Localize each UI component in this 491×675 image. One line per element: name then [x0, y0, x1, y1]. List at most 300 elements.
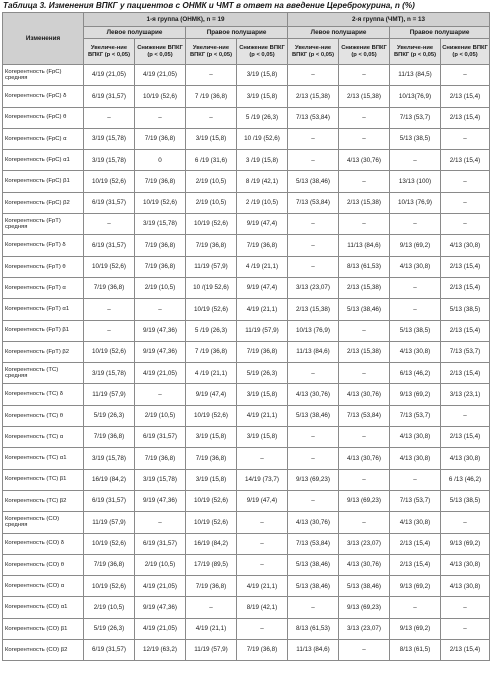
- table-row: [3, 235, 490, 256]
- table-cell: 13/13 (100): [390, 171, 441, 192]
- header-group2: 2-я группа (ЧМТ), n = 13: [288, 13, 490, 27]
- table-cell: –: [288, 363, 339, 384]
- row-label: Когерентность (FpC) δ: [3, 86, 84, 107]
- table-cell: 2/13 (15,4): [441, 427, 490, 448]
- row-label: Когерентность (FpC) средняя: [3, 65, 84, 86]
- table-row: [3, 277, 490, 298]
- header-g1-left-hemisphere: Левое полушарие: [84, 27, 186, 39]
- table-cell: 4/13 (30,76): [288, 384, 339, 405]
- table-cell: 9/13 (69,23): [339, 597, 390, 618]
- table-cell: 11/19 (57,9): [186, 640, 237, 661]
- table-cell: 7/19 (36,8): [135, 235, 186, 256]
- table-cell: 9/19 (47,36): [135, 341, 186, 362]
- header-decrease: Снижение ВПКГ (p < 0,05): [237, 39, 288, 65]
- table-cell: 4/19 (21,1): [237, 576, 288, 597]
- header-g2-right-hemisphere: Правое полушарие: [390, 27, 490, 39]
- table-cell: –: [339, 363, 390, 384]
- table-cell: 3/19 (15,78): [135, 469, 186, 490]
- table-cell: 2/13 (15,38): [339, 277, 390, 298]
- table-cell: 6/19 (31,57): [84, 235, 135, 256]
- table-cell: 7/19 (36,8): [237, 235, 288, 256]
- table-cell: –: [441, 597, 490, 618]
- row-label: Когерентность (CO) β1: [3, 618, 84, 639]
- table-cell: 9/19 (47,4): [186, 384, 237, 405]
- table-cell: –: [339, 640, 390, 661]
- table-cell: 10/13 (76,9): [288, 320, 339, 341]
- row-label: Когерентность (CO) θ: [3, 554, 84, 575]
- table-cell: –: [288, 597, 339, 618]
- table-cell: –: [237, 448, 288, 469]
- row-label: Когерентность (FpT) α: [3, 277, 84, 298]
- table-row: [3, 107, 490, 128]
- table-cell: 11/13 (84,6): [339, 235, 390, 256]
- row-label: Когерентность (CO) δ: [3, 533, 84, 554]
- table-cell: 7/13 (53,84): [288, 192, 339, 213]
- header-changes: Изменения: [3, 13, 84, 65]
- table-cell: –: [237, 618, 288, 639]
- table-cell: 7 /19 (36,8): [186, 341, 237, 362]
- table-cell: –: [441, 214, 490, 235]
- table-cell: –: [339, 214, 390, 235]
- table-cell: 7/19 (36,8): [135, 256, 186, 277]
- table-cell: 9/19 (47,36): [135, 490, 186, 511]
- table-cell: –: [288, 256, 339, 277]
- table-row: [3, 171, 490, 192]
- table-cell: 6/19 (31,57): [135, 533, 186, 554]
- results-table: [2, 12, 490, 661]
- table-cell: 3/19 (15,8): [237, 86, 288, 107]
- table-row: [3, 256, 490, 277]
- table-row: [3, 554, 490, 575]
- table-cell: 3/19 (15,78): [84, 448, 135, 469]
- table-cell: 3/19 (15,78): [135, 214, 186, 235]
- table-cell: 2/13 (15,4): [390, 554, 441, 575]
- header-decrease: Снижение ВПКГ (p < 0,05): [441, 39, 490, 65]
- table-cell: 2/13 (15,4): [441, 363, 490, 384]
- table-cell: 5/13 (38,46): [339, 299, 390, 320]
- table-cell: 10 /(19 52,6): [186, 277, 237, 298]
- table-cell: 4/13 (30,8): [441, 576, 490, 597]
- table-cell: 7/13 (53,84): [339, 405, 390, 426]
- table-cell: 5 /19 (26,3): [186, 320, 237, 341]
- table-cell: 0: [135, 150, 186, 171]
- table-cell: 8/19 (42,1): [237, 597, 288, 618]
- row-label: Когерентность (FpC) α1: [3, 150, 84, 171]
- table-cell: 11/19 (57,9): [84, 384, 135, 405]
- header-decrease: Снижение ВПКГ (p < 0,05): [135, 39, 186, 65]
- header-increase: Увеличе-ние ВПКГ (p < 0,05): [186, 39, 237, 65]
- table-row: [3, 469, 490, 490]
- table-cell: –: [390, 150, 441, 171]
- row-label: Когерентность (FpT) β1: [3, 320, 84, 341]
- table-cell: 7/19 (36,8): [237, 341, 288, 362]
- table-cell: –: [288, 427, 339, 448]
- table-row: [3, 640, 490, 661]
- table-cell: 5/19 (26,3): [84, 618, 135, 639]
- table-cell: 2/13 (15,4): [441, 107, 490, 128]
- row-label: Когерентность (TC) δ: [3, 384, 84, 405]
- table-cell: 5/13 (38,46): [288, 405, 339, 426]
- table-cell: 4/13 (30,8): [390, 512, 441, 533]
- table-row: [3, 65, 490, 86]
- table-cell: 11/19 (57,9): [186, 256, 237, 277]
- table-row: [3, 448, 490, 469]
- table-row: [3, 128, 490, 149]
- table-cell: 7/13 (53,84): [288, 107, 339, 128]
- table-cell: 10/19 (52,6): [84, 171, 135, 192]
- table-cell: 3/19 (15,78): [84, 150, 135, 171]
- table-cell: 12/19 (63,2): [135, 640, 186, 661]
- header-g1-right-hemisphere: Правое полушарие: [186, 27, 288, 39]
- table-cell: 7/19 (36,8): [84, 277, 135, 298]
- row-label: Когерентность (FpT) θ: [3, 256, 84, 277]
- table-cell: 11/19 (57,9): [237, 320, 288, 341]
- table-cell: 5/13 (38,46): [288, 554, 339, 575]
- header-decrease: Снижение ВПКГ (p < 0,05): [339, 39, 390, 65]
- table-cell: 5/19 (26,3): [237, 363, 288, 384]
- table-cell: –: [441, 128, 490, 149]
- table-cell: 5/13 (38,5): [390, 320, 441, 341]
- table-cell: –: [288, 150, 339, 171]
- row-label: Когерентность (TC) средняя: [3, 363, 84, 384]
- row-label: Когерентность (TC) β2: [3, 490, 84, 511]
- table-cell: 10/19 (52,6): [186, 214, 237, 235]
- table-cell: 4/19 (21,1): [237, 405, 288, 426]
- row-label: Когерентность (FpC) θ: [3, 107, 84, 128]
- table-cell: 7/19 (36,8): [186, 576, 237, 597]
- table-cell: 4/19 (21,05): [135, 65, 186, 86]
- table-cell: –: [135, 512, 186, 533]
- table-cell: 7/13 (53,7): [441, 341, 490, 362]
- table-cell: 2/19 (10,5): [135, 277, 186, 298]
- table-cell: –: [135, 107, 186, 128]
- table-cell: –: [390, 214, 441, 235]
- table-cell: 9/13 (69,2): [390, 384, 441, 405]
- table-cell: 2/19 (10,5): [186, 192, 237, 213]
- table-cell: 10 /19 (52,6): [237, 128, 288, 149]
- table-cell: –: [288, 65, 339, 86]
- table-cell: 7/13 (53,7): [390, 405, 441, 426]
- table-cell: 7/13 (53,84): [288, 533, 339, 554]
- header-increase: Увеличе-ние ВПКГ (p < 0,05): [288, 39, 339, 65]
- table-cell: 10/13(76,9): [390, 86, 441, 107]
- table-cell: 6/19 (31,57): [84, 640, 135, 661]
- table-cell: 3 /19 (15,8): [237, 150, 288, 171]
- table-cell: 7/19 (36,8): [135, 171, 186, 192]
- table-cell: 2/13 (15,4): [441, 150, 490, 171]
- table-cell: –: [84, 299, 135, 320]
- table-cell: 3/13 (23,07): [339, 618, 390, 639]
- table-cell: 9/19 (47,4): [237, 214, 288, 235]
- document: [2, 0, 489, 661]
- table-row: [3, 299, 490, 320]
- table-cell: 10/19 (52,6): [84, 256, 135, 277]
- table-cell: –: [339, 171, 390, 192]
- table-cell: 2/13 (15,38): [339, 86, 390, 107]
- table-cell: 7/19 (36,8): [135, 448, 186, 469]
- table-cell: 3/19 (15,8): [186, 469, 237, 490]
- table-cell: –: [441, 512, 490, 533]
- table-cell: 4/13 (30,76): [339, 150, 390, 171]
- table-cell: 2/19 (10,5): [186, 171, 237, 192]
- table-cell: 6/19 (31,57): [84, 192, 135, 213]
- table-cell: 5/13 (38,46): [288, 576, 339, 597]
- table-cell: 4/13 (30,8): [441, 448, 490, 469]
- table-cell: 2/13 (15,38): [288, 299, 339, 320]
- table-cell: 2/19 (10,5): [84, 597, 135, 618]
- table-cell: 3/19 (15,8): [237, 384, 288, 405]
- table-cell: 7/19 (36,8): [186, 235, 237, 256]
- table-cell: –: [390, 277, 441, 298]
- table-cell: 10/19 (52,6): [186, 490, 237, 511]
- table-header: [3, 13, 490, 65]
- table-row: [3, 86, 490, 107]
- table-cell: 2/13 (15,38): [288, 86, 339, 107]
- table-row: [3, 597, 490, 618]
- table-cell: –: [84, 107, 135, 128]
- table-cell: –: [135, 299, 186, 320]
- table-cell: 3/13 (23,07): [339, 533, 390, 554]
- table-cell: –: [84, 320, 135, 341]
- table-cell: 7/19 (36,8): [186, 448, 237, 469]
- table-cell: 5/13 (38,5): [441, 490, 490, 511]
- table-cell: 9/13 (69,2): [390, 576, 441, 597]
- table-cell: 5/13 (38,46): [288, 171, 339, 192]
- table-cell: 9/19 (47,4): [237, 277, 288, 298]
- table-cell: 7/13 (53,7): [390, 107, 441, 128]
- row-label: Когерентность (FpT) средняя: [3, 214, 84, 235]
- table-cell: –: [390, 597, 441, 618]
- table-cell: 4/19 (21,1): [237, 299, 288, 320]
- table-cell: –: [339, 320, 390, 341]
- row-label: Когерентность (CO) α1: [3, 597, 84, 618]
- table-cell: 4/19 (21,05): [135, 576, 186, 597]
- table-cell: 7/19 (36,8): [237, 640, 288, 661]
- table-cell: 11/13 (84,6): [288, 640, 339, 661]
- table-cell: 4/13 (30,8): [441, 235, 490, 256]
- table-row: [3, 576, 490, 597]
- table-cell: –: [339, 469, 390, 490]
- table-cell: 2/13 (15,4): [441, 640, 490, 661]
- table-cell: 16/19 (84,2): [186, 533, 237, 554]
- table-cell: –: [441, 192, 490, 213]
- table-cell: 4/13 (30,76): [288, 512, 339, 533]
- table-cell: –: [288, 214, 339, 235]
- table-cell: 3/19 (15,8): [186, 128, 237, 149]
- table-cell: 4/13 (30,8): [390, 427, 441, 448]
- table-cell: 8/13 (61,53): [339, 256, 390, 277]
- table-cell: 9/13 (69,23): [339, 490, 390, 511]
- table-cell: –: [339, 65, 390, 86]
- table-cell: 2/13 (15,4): [441, 320, 490, 341]
- table-cell: –: [339, 512, 390, 533]
- table-cell: 7/19 (36,8): [84, 427, 135, 448]
- table-cell: 2/13 (15,4): [441, 86, 490, 107]
- table-row: [3, 533, 490, 554]
- table-cell: 2/13 (15,38): [339, 192, 390, 213]
- table-cell: –: [237, 554, 288, 575]
- table-row: [3, 363, 490, 384]
- table-cell: 10/19 (52,6): [135, 86, 186, 107]
- table-cell: 4 /19 (21,1): [237, 256, 288, 277]
- table-cell: –: [288, 235, 339, 256]
- table-row: [3, 341, 490, 362]
- table-cell: –: [186, 597, 237, 618]
- table-cell: 2/13 (15,4): [441, 256, 490, 277]
- table-row: [3, 405, 490, 426]
- table-cell: 5/13 (38,5): [441, 299, 490, 320]
- table-cell: –: [288, 128, 339, 149]
- table-cell: 4/13 (30,8): [390, 448, 441, 469]
- table-cell: 10/19 (52,6): [84, 341, 135, 362]
- table-row: [3, 490, 490, 511]
- table-cell: 8 /19 (42,1): [237, 171, 288, 192]
- table-cell: –: [237, 533, 288, 554]
- table-cell: 6/19 (31,57): [84, 490, 135, 511]
- table-cell: 4/19 (21,05): [84, 65, 135, 86]
- table-cell: 2 /19 (10,5): [237, 192, 288, 213]
- row-label: Когерентность (FpT) δ: [3, 235, 84, 256]
- table-cell: 10/19 (52,6): [186, 405, 237, 426]
- table-cell: –: [237, 512, 288, 533]
- table-row: [3, 214, 490, 235]
- row-label: Когерентность (TC) α1: [3, 448, 84, 469]
- table-row: [3, 427, 490, 448]
- table-cell: 3/19 (15,8): [237, 427, 288, 448]
- table-cell: 4/13 (30,8): [390, 256, 441, 277]
- table-cell: 10/13 (76,9): [390, 192, 441, 213]
- table-cell: 8/13 (61,5): [390, 640, 441, 661]
- table-cell: 9/13 (69,2): [390, 235, 441, 256]
- table-cell: 2/13 (15,4): [441, 277, 490, 298]
- table-cell: 4/13 (30,76): [339, 554, 390, 575]
- table-cell: 4/19 (21,1): [186, 618, 237, 639]
- table-cell: 9/19 (47,4): [237, 490, 288, 511]
- table-cell: –: [441, 171, 490, 192]
- header-group1: 1-я группа (ОНМК), n = 19: [84, 13, 288, 27]
- table-row: [3, 192, 490, 213]
- row-label: Когерентность (FpC) β2: [3, 192, 84, 213]
- table-cell: 2/19 (10,5): [135, 405, 186, 426]
- table-cell: –: [339, 107, 390, 128]
- row-label: Когерентность (CO) β2: [3, 640, 84, 661]
- table-cell: –: [288, 490, 339, 511]
- row-label: Когерентность (CO) средняя: [3, 512, 84, 533]
- header-g2-left-hemisphere: Левое полушарие: [288, 27, 390, 39]
- table-cell: 9/19 (47,36): [135, 597, 186, 618]
- table-cell: –: [288, 448, 339, 469]
- header-increase: Увеличе-ние ВПКГ (p < 0,05): [84, 39, 135, 65]
- table-cell: 3/19 (15,78): [84, 363, 135, 384]
- table-cell: –: [186, 65, 237, 86]
- table-cell: 6/13 (46,2): [390, 363, 441, 384]
- table-cell: 5/19 (26,3): [84, 405, 135, 426]
- table-cell: 4/13 (30,8): [441, 554, 490, 575]
- table-cell: 10/19 (52,6): [186, 299, 237, 320]
- table-cell: 3/13 (23,1): [441, 384, 490, 405]
- table-cell: 5/13 (38,5): [390, 128, 441, 149]
- table-cell: 4/19 (21,05): [135, 618, 186, 639]
- row-label: Когерентность (FpT) α1: [3, 299, 84, 320]
- table-cell: 2/19 (10,5): [135, 554, 186, 575]
- table-cell: –: [84, 214, 135, 235]
- table-cell: 7 /19 (36,8): [186, 86, 237, 107]
- table-cell: –: [441, 65, 490, 86]
- header-increase: Увеличе-ние ВПКГ (p < 0,05): [390, 39, 441, 65]
- table-cell: 6 /13 (46,2): [441, 469, 490, 490]
- table-cell: –: [186, 107, 237, 128]
- table-cell: –: [339, 128, 390, 149]
- table-cell: 6/19 (31,57): [84, 86, 135, 107]
- row-label: Когерентность (FpC) β1: [3, 171, 84, 192]
- table-cell: 5/13 (38,46): [339, 576, 390, 597]
- table-cell: 14/19 (73,7): [237, 469, 288, 490]
- row-label: Когерентность (FpT) β2: [3, 341, 84, 362]
- table-row: [3, 618, 490, 639]
- table-cell: 6 /19 (31,6): [186, 150, 237, 171]
- table-body: [3, 65, 490, 661]
- table-cell: 9/13 (69,2): [390, 618, 441, 639]
- table-row: [3, 320, 490, 341]
- table-cell: –: [441, 405, 490, 426]
- table-row: [3, 512, 490, 533]
- table-cell: 11/13 (84,6): [288, 341, 339, 362]
- row-label: Когерентность (TC) β1: [3, 469, 84, 490]
- table-cell: 10/19 (52,6): [135, 192, 186, 213]
- table-cell: 4/13 (30,76): [339, 384, 390, 405]
- table-cell: 10/19 (52,6): [186, 512, 237, 533]
- table-cell: 11/19 (57,9): [84, 512, 135, 533]
- table-cell: 4/19 (21,05): [135, 363, 186, 384]
- table-cell: 6/19 (31,57): [135, 427, 186, 448]
- table-cell: 2/13 (15,4): [390, 533, 441, 554]
- table-cell: 7/13 (53,7): [390, 490, 441, 511]
- table-cell: 7/19 (36,8): [84, 554, 135, 575]
- row-label: Когерентность (CO) α: [3, 576, 84, 597]
- table-row: [3, 384, 490, 405]
- table-caption: Таблица 3. Изменения ВПКГ у пациентов с ОНМК и ЧМТ в ответ на введение Цереброкурина, n (%): [3, 1, 415, 10]
- table-cell: –: [390, 469, 441, 490]
- table-cell: 10/19 (52,6): [84, 533, 135, 554]
- table-cell: 4/13 (30,76): [339, 448, 390, 469]
- table-cell: 3/19 (15,8): [186, 427, 237, 448]
- table-cell: 9/19 (47,36): [135, 320, 186, 341]
- table-cell: 9/13 (69,23): [288, 469, 339, 490]
- table-cell: 9/13 (69,2): [441, 533, 490, 554]
- table-cell: 17/19 (89,5): [186, 554, 237, 575]
- table-cell: 5 /19 (26,3): [237, 107, 288, 128]
- row-label: Когерентность (TC) α: [3, 427, 84, 448]
- table-cell: 10/19 (52,6): [84, 576, 135, 597]
- table-cell: 8/13 (61,53): [288, 618, 339, 639]
- table-cell: –: [339, 427, 390, 448]
- row-label: Когерентность (TC) θ: [3, 405, 84, 426]
- table-cell: 4 /19 (21,1): [186, 363, 237, 384]
- table-cell: 3/19 (15,78): [84, 128, 135, 149]
- table-cell: –: [441, 618, 490, 639]
- row-label: Когерентность (FpC) α: [3, 128, 84, 149]
- table-row: [3, 150, 490, 171]
- table-cell: –: [135, 384, 186, 405]
- table-cell: 11/13 (84,5): [390, 65, 441, 86]
- table-cell: 16/19 (84,2): [84, 469, 135, 490]
- table-cell: 2/13 (15,38): [339, 341, 390, 362]
- table-cell: –: [390, 299, 441, 320]
- table-cell: 3/19 (15,8): [237, 65, 288, 86]
- table-cell: 3/13 (23,07): [288, 277, 339, 298]
- table-cell: 4/13 (30,8): [390, 341, 441, 362]
- table-cell: 7/19 (36,8): [135, 128, 186, 149]
